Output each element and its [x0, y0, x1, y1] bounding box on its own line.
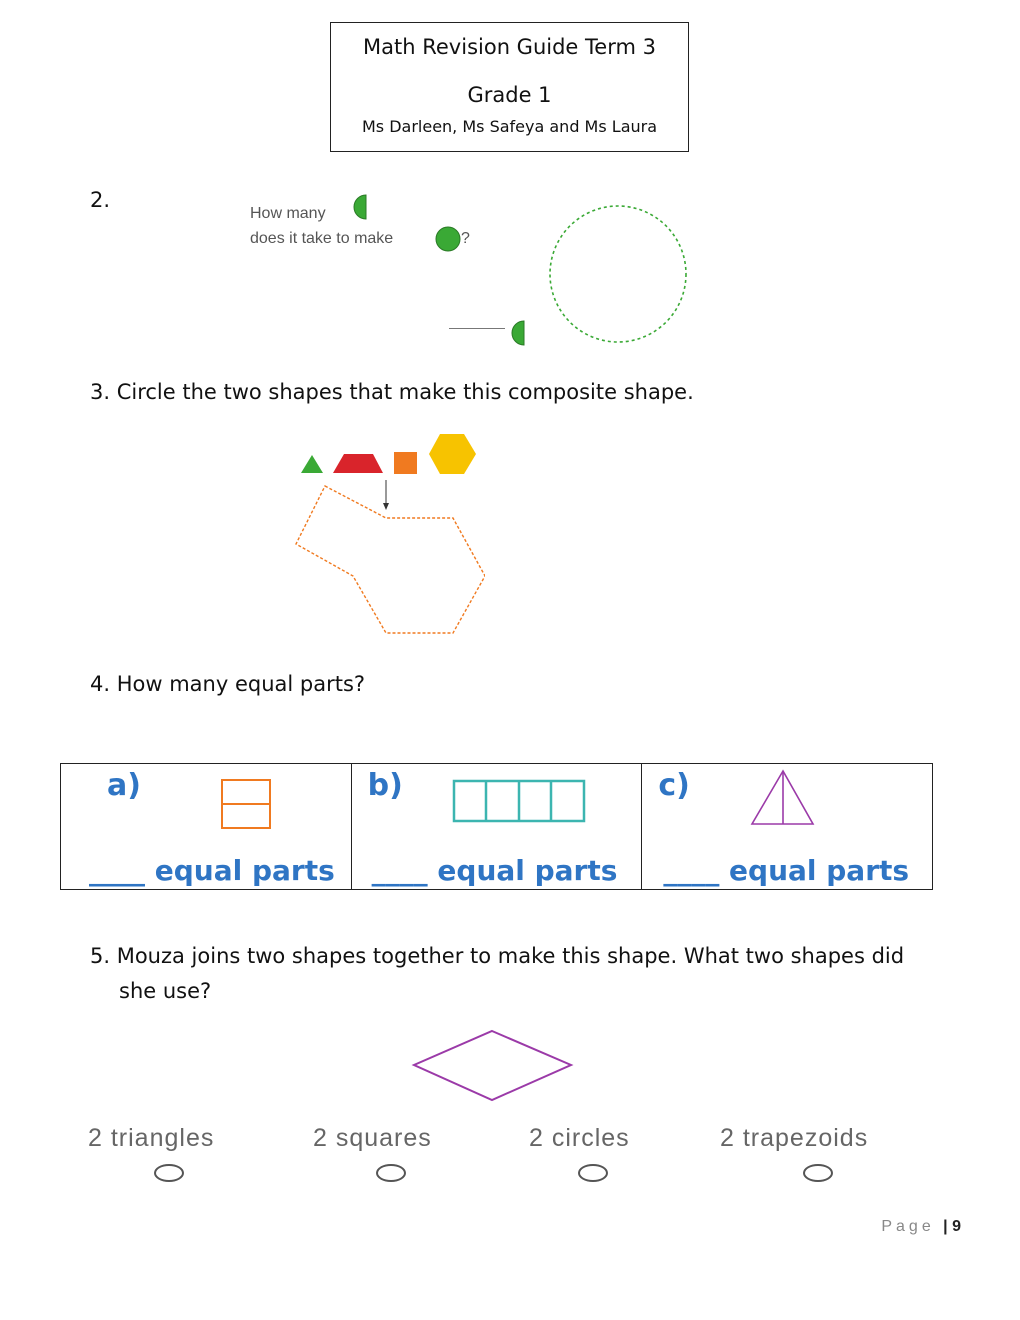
radio-triangles[interactable] [154, 1164, 184, 1182]
split-square-icon [221, 779, 273, 831]
triangle-icon[interactable] [301, 455, 323, 473]
grade-label: Grade 1 [467, 83, 552, 107]
page-word: Page [881, 1218, 935, 1235]
cell-answer-a[interactable]: ____ equal parts [89, 854, 335, 887]
rhombus-icon [410, 1028, 575, 1104]
q4-text: 4. How many equal parts? [90, 672, 366, 696]
q3-shapes-figure [295, 428, 485, 648]
option-label-squares: 2 squares [313, 1124, 432, 1152]
cell-answer-c[interactable]: ____ equal parts [663, 854, 910, 887]
option-label-circles: 2 circles [529, 1124, 630, 1152]
arrow-head-icon [383, 503, 389, 510]
composite-shape-outline [296, 486, 485, 633]
teachers-label: Ms Darleen, Ms Safeya and Ms Laura [361, 117, 658, 136]
q2-question-mark: ? [461, 230, 470, 247]
hexagon-icon[interactable] [429, 434, 476, 474]
part-cell-b [351, 764, 642, 890]
part-cell-a [61, 764, 352, 890]
option-label-trapezoids: 2 trapezoids [720, 1124, 869, 1152]
dotted-circle-outline [545, 202, 691, 348]
equal-parts-table [60, 763, 933, 890]
q5-text-line2: she use? [119, 979, 212, 1003]
split-triangle-icon [750, 769, 816, 827]
half-circle-icon [352, 194, 368, 220]
part-cell-c [642, 764, 933, 890]
option-label-triangles: 2 triangles [88, 1124, 215, 1152]
doc-title: Math Revision Guide Term 3 [363, 35, 656, 59]
q2-prompt-line1: How many [250, 205, 326, 222]
radio-circles[interactable] [578, 1164, 608, 1182]
cell-answer-b[interactable]: ____ equal parts [371, 854, 618, 887]
header-box [330, 22, 689, 152]
q5-text-line1: 5. Mouza joins two shapes together to make this shape. What two shapes did [90, 944, 905, 968]
four-part-rectangle-icon [452, 779, 588, 825]
half-circle-answer-icon [510, 320, 526, 346]
radio-trapezoids[interactable] [803, 1164, 833, 1182]
radio-squares[interactable] [376, 1164, 406, 1182]
page-footer [881, 1218, 961, 1236]
whole-circle-icon [435, 226, 461, 252]
page-number: | 9 [943, 1218, 961, 1235]
q2-prompt-line2: does it take to make [250, 230, 394, 247]
q3-text: 3. Circle the two shapes that make this composite shape. [90, 380, 694, 404]
q2-answer-blank[interactable] [449, 328, 505, 329]
square-icon[interactable] [394, 452, 417, 474]
trapezoid-icon[interactable] [333, 454, 383, 473]
cell-label-c: c) [658, 768, 690, 803]
cell-label-a: a) [107, 768, 141, 803]
cell-label-b: b) [367, 768, 403, 803]
q2-number: 2. [90, 188, 111, 212]
